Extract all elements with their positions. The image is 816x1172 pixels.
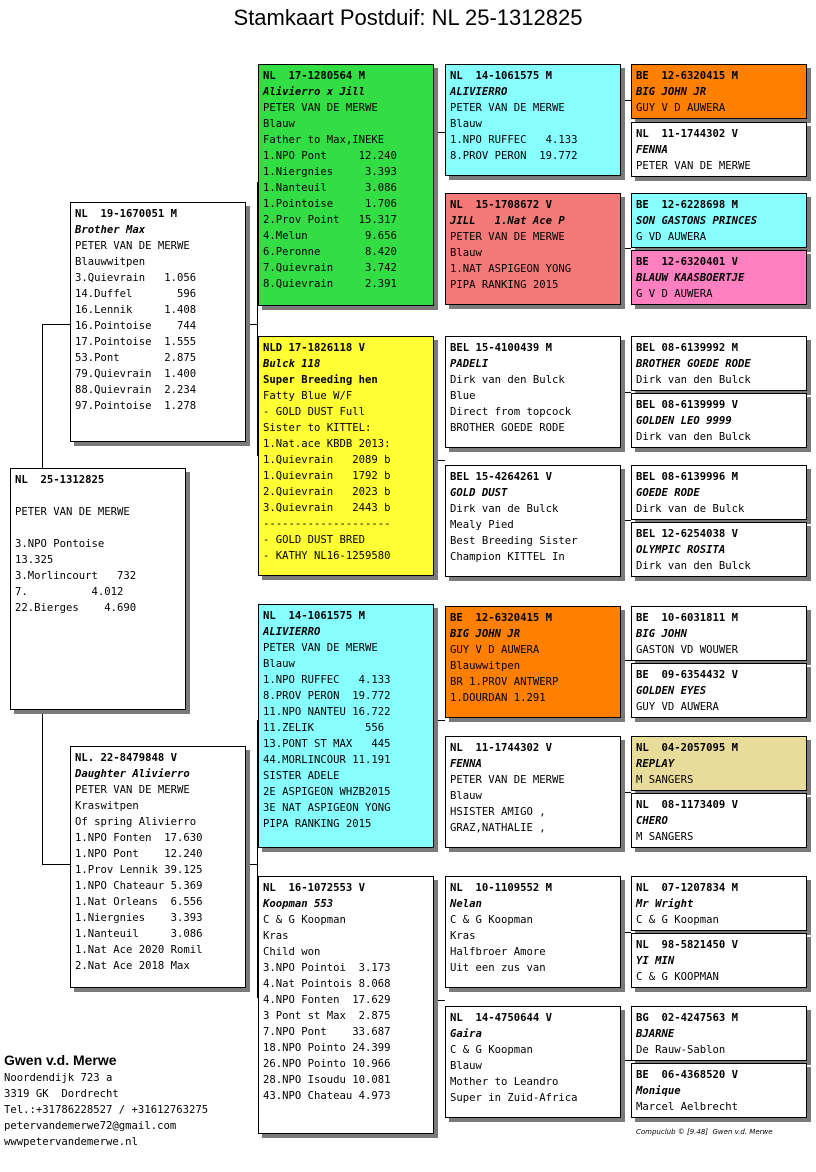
pigeon-info-line: PETER VAN DE MERWE bbox=[450, 774, 565, 786]
ring-number: NL 16-1072553 V bbox=[263, 882, 366, 894]
pigeon-info-line: Blauw bbox=[450, 118, 482, 130]
pigeon-info-line: C & G KOOPMAN bbox=[636, 971, 719, 983]
connector-line bbox=[42, 324, 43, 470]
pigeon-card-ddds bbox=[631, 1006, 807, 1061]
pigeon-info-line: 2.Prov Point 15.317 bbox=[263, 214, 397, 226]
pigeon-card-sdsd bbox=[631, 393, 807, 448]
pigeon-name: BIG JOHN bbox=[636, 628, 688, 640]
pigeon-info-line: 3.NPO Pointoi 3.173 bbox=[263, 962, 391, 974]
pigeon-info-line: 22.Bierges 4.690 bbox=[15, 602, 137, 614]
pigeon-name: GOLDEN EYES bbox=[636, 685, 707, 697]
pigeon-info-line: 8.PROV PERON 19.772 bbox=[263, 690, 391, 702]
pigeon-name: FENNA bbox=[450, 758, 482, 770]
pigeon-info-line: Child won bbox=[263, 946, 321, 958]
connector-line bbox=[247, 864, 257, 865]
pigeon-info-line: 13.325 bbox=[15, 554, 54, 566]
pigeon-info-line: 1.Nat.ace KBDB 2013: bbox=[263, 438, 391, 450]
pigeon-info-line: 28.NPO Isoudu 10.081 bbox=[263, 1074, 391, 1086]
pigeon-card-sssd bbox=[631, 122, 807, 177]
ring-number: NL 11-1744302 V bbox=[636, 128, 739, 140]
pigeon-info-line: 18.NPO Pointo 24.399 bbox=[263, 1042, 391, 1054]
ring-number: BE 12-6228698 M bbox=[636, 199, 739, 211]
pigeon-info-line: Blauwwitpen bbox=[75, 256, 146, 268]
pigeon-info-line: PETER VAN DE MERWE bbox=[450, 231, 565, 243]
pigeon-info-line: Super Breeding hen bbox=[263, 374, 378, 386]
pigeon-info-line: M SANGERS bbox=[636, 831, 694, 843]
ring-number: NL 10-1109552 M bbox=[450, 882, 553, 894]
connector-line bbox=[622, 248, 631, 249]
pigeon-info-line: Dirk van de Bulck bbox=[450, 503, 559, 515]
ring-number: NL 08-1173409 V bbox=[636, 799, 739, 811]
pigeon-name: Monique bbox=[636, 1085, 681, 1097]
pigeon-card-dam bbox=[70, 746, 246, 988]
pigeon-name: GOLDEN LEO 9999 bbox=[636, 415, 732, 427]
pigeon-info-line: 1.Quievrain 1792 b bbox=[263, 470, 391, 482]
connector-line bbox=[436, 720, 445, 721]
pigeon-info-line: Fatty Blue W/F bbox=[263, 390, 353, 402]
pigeon-info-line: GUY VD AUWERA bbox=[636, 701, 719, 713]
pigeon-name: BROTHER GOEDE RODE bbox=[636, 358, 751, 370]
connector-line bbox=[622, 932, 631, 933]
pigeon-info-line bbox=[15, 520, 181, 536]
pigeon-info-line: 6.Peronne 8.420 bbox=[263, 246, 397, 258]
pigeon-info-line: 79.Quievrain 1.400 bbox=[75, 368, 197, 380]
ring-number: BEL 08-6139999 V bbox=[636, 399, 739, 411]
pigeon-info-line: C & G Koopman bbox=[263, 914, 346, 926]
pigeon-info-line: 4.Melun 9.656 bbox=[263, 230, 397, 242]
pigeon-info-line: PETER VAN DE MERWE bbox=[263, 102, 378, 114]
pigeon-card-dddd bbox=[631, 1063, 807, 1118]
pigeon-info-line: 88.Quievrain 2.234 bbox=[75, 384, 197, 396]
connector-line bbox=[42, 864, 72, 865]
connector-line bbox=[247, 324, 257, 325]
pigeon-name: SON GASTONS PRINCES bbox=[636, 215, 758, 227]
pigeon-card-ssdd bbox=[631, 250, 807, 305]
pigeon-info-line: 97.Pointoise 1.278 bbox=[75, 400, 197, 412]
pigeon-info-line: PETER VAN DE MERWE bbox=[263, 642, 378, 654]
connector-line bbox=[42, 712, 43, 864]
pigeon-card-sddd bbox=[631, 522, 807, 577]
pigeon-info-line: 3 Pont st Max 2.875 bbox=[263, 1010, 391, 1022]
pigeon-info-line: Blauw bbox=[450, 790, 482, 802]
connector-line bbox=[622, 1060, 631, 1061]
pigeon-info-line: Blauwwitpen bbox=[450, 660, 521, 672]
pigeon-info-line: 7.Quievrain 3.742 bbox=[263, 262, 397, 274]
pigeon-info-line: 3.Morlincourt 732 bbox=[15, 570, 137, 582]
ring-number: BEL 12-6254038 V bbox=[636, 528, 739, 540]
pigeon-info-line: Super in Zuid-Africa bbox=[450, 1092, 578, 1104]
pigeon-info-line: 1.Pointoise 1.706 bbox=[263, 198, 397, 210]
ring-number: NL. 22-8479848 V bbox=[75, 752, 178, 764]
pigeon-info-line: Kras bbox=[450, 930, 476, 942]
ring-number: BE 09-6354432 V bbox=[636, 669, 739, 681]
connector-line bbox=[622, 392, 631, 393]
pigeon-card-dsd bbox=[445, 736, 621, 848]
pigeon-card-dsss bbox=[631, 606, 807, 661]
ring-number: NL 07-1207834 M bbox=[636, 882, 739, 894]
pigeon-info-line: 1.Quievrain 2089 b bbox=[263, 454, 391, 466]
pigeon-info-line: 16.Pointoise 744 bbox=[75, 320, 197, 332]
pigeon-info-line: 1.Nat Orleans 6.556 bbox=[75, 896, 203, 908]
ring-number: NL 14-1061575 M bbox=[450, 70, 553, 82]
pigeon-card-sdds bbox=[631, 465, 807, 520]
ring-number: NL 17-1280564 M bbox=[263, 70, 366, 82]
pigeon-info-line: Mother to Leandro bbox=[450, 1076, 559, 1088]
pigeon-info-line: 1.NPO RUFFEC 4.133 bbox=[263, 674, 391, 686]
connector-line bbox=[622, 520, 631, 521]
pigeon-name: ALIVIERRO bbox=[450, 86, 508, 98]
pigeon-card-ddss bbox=[631, 876, 807, 931]
pigeon-info-line: Dirk van den Bulck bbox=[636, 374, 751, 386]
connector-line bbox=[436, 1000, 445, 1001]
pigeon-info-line: Blue bbox=[450, 390, 476, 402]
pigeon-card-ddsd bbox=[631, 933, 807, 988]
ring-number: NL 04-2057095 M bbox=[636, 742, 739, 754]
ring-number: NL 14-1061575 M bbox=[263, 610, 366, 622]
pigeon-info-line: Best Breeding Sister bbox=[450, 535, 578, 547]
owner-phone: Tel.:+31786228527 / +31612763275 bbox=[4, 1104, 209, 1116]
ring-number: BE 12-6320415 M bbox=[636, 70, 739, 82]
pigeon-info-line: G VD AUWERA bbox=[636, 231, 707, 243]
pigeon-info-line: 8.PROV PERON 19.772 bbox=[450, 150, 578, 162]
pigeon-name: OLYMPIC ROSITA bbox=[636, 544, 726, 556]
pigeon-info-line: GUY V D AUWERA bbox=[450, 644, 540, 656]
pigeon-info-line: 11.ZELIK 556 bbox=[263, 722, 385, 734]
ring-number: BEL 08-6139992 M bbox=[636, 342, 739, 354]
ring-number: NLD 17-1826118 V bbox=[263, 342, 366, 354]
ring-number: NL 19-1670051 M bbox=[75, 208, 178, 220]
pigeon-info-line: C & G Koopman bbox=[450, 1044, 533, 1056]
ring-number: NL 15-1708672 V bbox=[450, 199, 553, 211]
pigeon-name: Brother Max bbox=[75, 224, 146, 236]
pigeon-info-line: Kraswitpen bbox=[75, 800, 139, 812]
pigeon-info-line: 1.Niergnies 3.393 bbox=[75, 912, 203, 924]
pigeon-info-line: 1.NPO Pont 12.240 bbox=[75, 848, 203, 860]
connector-line bbox=[42, 324, 72, 325]
pigeon-card-ssds bbox=[631, 193, 807, 248]
pigeon-info-line: 1.Niergnies 3.393 bbox=[263, 166, 397, 178]
pigeon-info-line: 1.Prov Lennik 39.125 bbox=[75, 864, 203, 876]
pigeon-info-line: PETER VAN DE MERWE bbox=[15, 506, 130, 518]
pigeon-info-line: 7. 4.012 bbox=[15, 586, 124, 598]
pigeon-info-line: SISTER ADELE bbox=[263, 770, 340, 782]
pigeon-info-line: 44.MORLINCOUR 11.191 bbox=[263, 754, 391, 766]
pigeon-info-line: 17.Pointoise 1.555 bbox=[75, 336, 197, 348]
pigeon-info-line: M SANGERS bbox=[636, 774, 694, 786]
ring-number: NL 14-4750644 V bbox=[450, 1012, 553, 1024]
pigeon-info-line: 1.NPO Fonten 17.630 bbox=[75, 832, 203, 844]
pigeon-info-line: Marcel Aelbrecht bbox=[636, 1101, 739, 1113]
pigeon-info-line: 26.NPO Pointo 10.966 bbox=[263, 1058, 391, 1070]
pigeon-info-line: Uit een zus van bbox=[450, 962, 546, 974]
pigeon-info-line: PETER VAN DE MERWE bbox=[75, 784, 190, 796]
pigeon-card-ssss bbox=[631, 64, 807, 119]
pigeon-info-line: Blauw bbox=[263, 658, 295, 670]
pigeon-info-line: 2E ASPIGEON WHZB2015 bbox=[263, 786, 391, 798]
pigeon-info-line: Dirk van den Bulck bbox=[636, 560, 751, 572]
pigeon-info-line: 13.PONT ST MAX 445 bbox=[263, 738, 391, 750]
pigeon-info-line: 11.NPO NANTEU 16.722 bbox=[263, 706, 391, 718]
connector-line bbox=[622, 100, 631, 101]
pigeon-name: Gaira bbox=[450, 1028, 482, 1040]
pigeon-name: YI MIN bbox=[636, 955, 675, 967]
pigeon-info-line: Sister to KITTEL: bbox=[263, 422, 372, 434]
pigeon-card-subject bbox=[10, 468, 186, 710]
pigeon-info-line: 1.NPO Chateaur 5.369 bbox=[75, 880, 203, 892]
pigeon-card-ds bbox=[258, 604, 434, 848]
pigeon-info-line: 53.Pont 2.875 bbox=[75, 352, 197, 364]
pigeon-info-line: HSISTER AMIGO , bbox=[450, 806, 546, 818]
owner-name: Gwen v.d. Merwe bbox=[4, 1052, 117, 1068]
pigeon-info-line: Mealy Pied bbox=[450, 519, 514, 531]
pigeon-info-line: PETER VAN DE MERWE bbox=[450, 102, 565, 114]
pigeon-info-line: 4.Nat Pointois 8.068 bbox=[263, 978, 391, 990]
pigeon-info-line: 4.NPO Fonten 17.629 bbox=[263, 994, 391, 1006]
connector-line bbox=[622, 792, 631, 793]
pigeon-info-line: 8.Quievrain 2.391 bbox=[263, 278, 397, 290]
pigeon-card-sdss bbox=[631, 336, 807, 391]
pigeon-info-line: Direct from topcock bbox=[450, 406, 572, 418]
pigeon-info-line: C & G Koopman bbox=[636, 914, 719, 926]
pigeon-card-ssd bbox=[445, 193, 621, 305]
pigeon-info-line: Blauw bbox=[450, 1060, 482, 1072]
ring-number: NL 11-1744302 V bbox=[450, 742, 553, 754]
pigeon-info-line: BR 1.PROV ANTWERP bbox=[450, 676, 559, 688]
pigeon-info-line: PETER VAN DE MERWE bbox=[75, 240, 190, 252]
pigeon-info-line: Champion KITTEL In bbox=[450, 551, 565, 563]
owner-email: petervandemerwe72@gmail.com bbox=[4, 1120, 177, 1132]
ring-number: NL 25-1312825 bbox=[15, 474, 105, 486]
pigeon-card-dssd bbox=[631, 663, 807, 718]
pigeon-info-line: GRAZ,NATHALIE , bbox=[450, 822, 546, 834]
pigeon-name: BJARNE bbox=[636, 1028, 675, 1040]
pigeon-name: GOEDE RODE bbox=[636, 487, 700, 499]
pigeon-info-line: Of spring Alivierro bbox=[75, 816, 197, 828]
owner-city: 3319 GK Dordrecht bbox=[4, 1088, 119, 1100]
pigeon-info-line: 16.Lennik 1.408 bbox=[75, 304, 197, 316]
ring-number: NL 98-5821450 V bbox=[636, 939, 739, 951]
pigeon-info-line: 3.NPO Pontoise bbox=[15, 538, 105, 550]
ring-number: BE 12-6320415 M bbox=[450, 612, 553, 624]
pigeon-info-line: Blauw bbox=[450, 247, 482, 259]
pigeon-name: Bulck 118 bbox=[263, 358, 321, 370]
pigeon-info-line: 3.Quievrain 1.056 bbox=[75, 272, 197, 284]
pigeon-info-line: Halfbroer Amore bbox=[450, 946, 546, 958]
pigeon-card-dsds bbox=[631, 736, 807, 791]
ring-number: BE 10-6031811 M bbox=[636, 612, 739, 624]
ring-number: BEL 15-4264261 V bbox=[450, 471, 553, 483]
pigeon-info-line: 1.NAT ASPIGEON YONG bbox=[450, 263, 572, 275]
pigeon-info-line: 1.Nanteuil 3.086 bbox=[75, 928, 203, 940]
pigeon-card-ss bbox=[258, 64, 434, 306]
pigeon-name: BLAUW KAASBOERTJE bbox=[636, 272, 745, 284]
connector-line bbox=[436, 132, 445, 133]
pigeon-name: GOLD DUST bbox=[450, 487, 508, 499]
pigeon-card-sdd bbox=[445, 465, 621, 577]
pigeon-info-line: 3.Quievrain 2443 b bbox=[263, 502, 391, 514]
pigeon-card-dd bbox=[258, 876, 434, 1134]
owner-website: wwwpetervandemerwe.nl bbox=[4, 1136, 138, 1148]
pigeon-card-sds bbox=[445, 336, 621, 448]
pigeon-name: BIG JOHN JR bbox=[636, 86, 707, 98]
pigeon-card-sire bbox=[70, 202, 246, 442]
pigeon-info-line: - GOLD DUST BRED bbox=[263, 534, 366, 546]
pigeon-name bbox=[15, 488, 181, 504]
pigeon-info-line: -------------------- bbox=[263, 518, 391, 530]
pigeon-info-line: Father to Max,INEKE bbox=[263, 134, 385, 146]
ring-number: BG 02-4247563 M bbox=[636, 1012, 739, 1024]
pigeon-name: CHERO bbox=[636, 815, 668, 827]
pigeon-name: ALIVIERRO bbox=[263, 626, 321, 638]
pigeon-info-line: 1.NPO Pont 12.240 bbox=[263, 150, 397, 162]
pigeon-name: Nelan bbox=[450, 898, 482, 910]
pigeon-info-line: GUY V D AUWERA bbox=[636, 102, 726, 114]
ring-number: BEL 08-6139996 M bbox=[636, 471, 739, 483]
pigeon-card-dsdd bbox=[631, 793, 807, 848]
pigeon-info-line: 2.Quievrain 2023 b bbox=[263, 486, 391, 498]
pigeon-info-line: Blauw bbox=[263, 118, 295, 130]
pigeon-info-line: 1.NPO RUFFEC 4.133 bbox=[450, 134, 578, 146]
pigeon-name: FENNA bbox=[636, 144, 668, 156]
pigeon-info-line: GASTON VD WOUWER bbox=[636, 644, 739, 656]
pigeon-info-line: G V D AUWERA bbox=[636, 288, 713, 300]
pigeon-name: PADELI bbox=[450, 358, 489, 370]
ring-number: BE 12-6320401 V bbox=[636, 256, 739, 268]
pigeon-info-line: C & G Koopman bbox=[450, 914, 533, 926]
pigeon-name: Daughter Alivierro bbox=[75, 768, 190, 780]
pigeon-info-line: 3E NAT ASPIGEON YONG bbox=[263, 802, 391, 814]
pigeon-info-line: De Rauw-Sablon bbox=[636, 1044, 726, 1056]
pigeon-card-dds bbox=[445, 876, 621, 988]
pigeon-card-sss bbox=[445, 64, 621, 176]
pigeon-info-line: Dirk van den Bulck bbox=[450, 374, 565, 386]
pigeon-info-line: 7.NPO Pont 33.687 bbox=[263, 1026, 391, 1038]
pigeon-name: BIG JOHN JR bbox=[450, 628, 521, 640]
pigeon-name: REPLAY bbox=[636, 758, 675, 770]
pigeon-info-line: PETER VAN DE MERWE bbox=[636, 160, 751, 172]
pigeon-name: Alivierro x Jill bbox=[263, 86, 366, 98]
page-title: Stamkaart Postduif: NL 25-1312825 bbox=[233, 5, 583, 30]
ring-number: BE 06-4368520 V bbox=[636, 1069, 739, 1081]
pigeon-card-sd bbox=[258, 336, 434, 576]
pigeon-info-line: 14.Duffel 596 bbox=[75, 288, 197, 300]
pigeon-info-line: 43.NPO Chateau 4.973 bbox=[263, 1090, 391, 1102]
pigeon-info-line: 1.DOURDAN 1.291 bbox=[450, 692, 546, 704]
pigeon-info-line: - KATHY NL16-1259580 bbox=[263, 550, 391, 562]
software-credit: Compuclub © [9.48] Gwen v.d. Merwe bbox=[636, 1128, 773, 1136]
connector-line bbox=[436, 460, 445, 461]
pigeon-info-line: Dirk van den Bulck bbox=[636, 431, 751, 443]
pigeon-info-line: 2.Nat Ace 2018 Max bbox=[75, 960, 190, 972]
pigeon-info-line: Dirk van de Bulck bbox=[636, 503, 745, 515]
pigeon-info-line: PIPA RANKING 2015 bbox=[263, 818, 372, 830]
owner-street: Noordendijk 723 a bbox=[4, 1072, 113, 1084]
pigeon-info-line: PIPA RANKING 2015 bbox=[450, 279, 559, 291]
pigeon-info-line: 1.Nat Ace 2020 Romil bbox=[75, 944, 203, 956]
pigeon-card-ddd bbox=[445, 1006, 621, 1118]
pigeon-card-dss bbox=[445, 606, 621, 718]
pigeon-info-line: Kras bbox=[263, 930, 289, 942]
owner-block bbox=[4, 1018, 208, 1166]
ring-number: BEL 15-4100439 M bbox=[450, 342, 553, 354]
pigeon-name: JILL 1.Nat Ace P bbox=[450, 215, 565, 227]
pigeon-name: Mr Wright bbox=[636, 898, 694, 910]
pigeon-info-line: - GOLD DUST Full bbox=[263, 406, 366, 418]
pigeon-info-line: 1.Nanteuil 3.086 bbox=[263, 182, 397, 194]
connector-line bbox=[622, 660, 631, 661]
pigeon-info-line: BROTHER GOEDE RODE bbox=[450, 422, 565, 434]
pigeon-name: Koopman 553 bbox=[263, 898, 334, 910]
